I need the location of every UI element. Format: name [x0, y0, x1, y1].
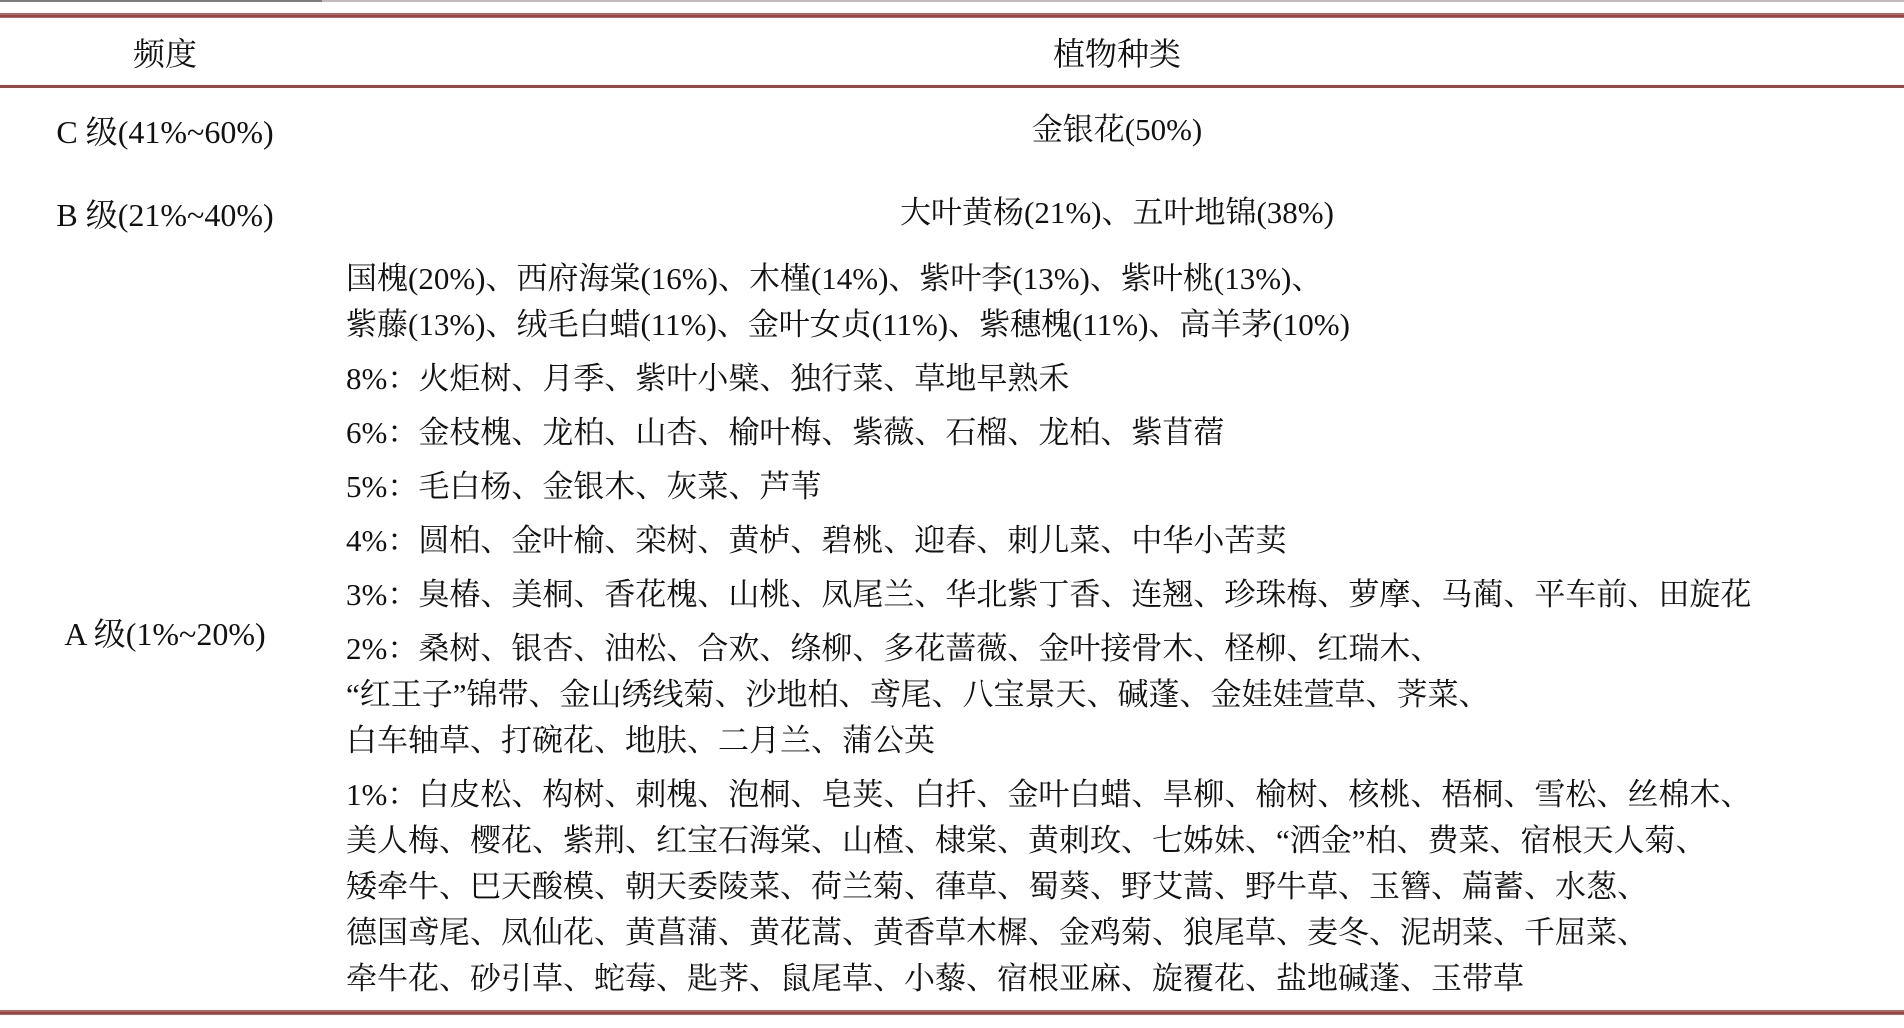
species-paragraph — [346, 518, 1904, 564]
species-paragraph — [346, 572, 1904, 618]
species-line: 4%：圆柏、金叶榆、栾树、黄栌、碧桃、迎春、刺儿菜、中华小苦荬 — [346, 523, 1287, 558]
species-paragraph — [346, 410, 1904, 456]
frequency-header-cell: 频度 — [132, 35, 197, 72]
species-line: 白车轴草、打碗花、地肤、二月兰、蒲公英 — [346, 723, 935, 758]
species-line: 2%：桑树、银杏、油松、合欢、绦柳、多花蔷薇、金叶接骨木、柽柳、红瑞木、 — [346, 631, 1442, 666]
species-line: 矮牵牛、巴天酸模、朝天委陵菜、荷兰菊、葎草、蜀葵、野艾蒿、野牛草、玉簪、萹蓄、水葱、 — [346, 869, 1648, 904]
table-row — [0, 172, 1904, 254]
species-header-cell: 植物种类 — [1052, 35, 1181, 72]
frequency-cell: A 级(1%~20%) — [64, 616, 266, 652]
species-line: 8%：火炬树、月季、紫叶小檗、独行菜、草地早熟禾 — [346, 361, 1070, 396]
species-paragraph — [346, 256, 1904, 348]
frequency-cell: C 级(41%~60%) — [56, 114, 274, 150]
species-line: 1%：白皮松、构树、刺槐、泡桐、皂荚、白扦、金叶白蜡、旱柳、榆树、核桃、梧桐、雪松、丝棉木、 — [346, 777, 1752, 812]
species-cell — [330, 107, 1904, 153]
species-line: 金银花(50%) — [1031, 112, 1203, 147]
species-cell — [330, 190, 1904, 236]
species-line: 紫藤(13%)、绒毛白蜡(11%)、金叶女贞(11%)、紫穗槐(11%)、高羊茅(10%) — [346, 307, 1350, 342]
top-hairline — [0, 0, 1904, 2]
table-header-row — [0, 18, 1904, 85]
species-line: 牵牛花、砂引草、蛇莓、匙荠、鼠尾草、小藜、宿根亚麻、旋覆花、盐地碱蓬、玉带草 — [346, 961, 1524, 996]
species-line: 国槐(20%)、西府海棠(16%)、木槿(14%)、紫叶李(13%)、紫叶桃(13%)、 — [346, 261, 1323, 296]
species-line: 3%：臭椿、美桐、香花槐、山桃、凤尾兰、华北紫丁香、连翘、珍珠梅、萝摩、马蔺、平车前、田旋花 — [346, 577, 1752, 612]
species-paragraph — [346, 464, 1904, 510]
species-cell — [330, 254, 1904, 1002]
species-line: 德国鸢尾、凤仙花、黄菖蒲、黄花蒿、黄香草木樨、金鸡菊、狼尾草、麦冬、泥胡菜、千屈菜、 — [346, 915, 1648, 950]
table-bottom-rule — [0, 1010, 1904, 1015]
species-line: 6%：金枝槐、龙柏、山杏、榆叶梅、紫薇、石榴、龙柏、紫苜蓿 — [346, 415, 1225, 450]
species-line: 5%：毛白杨、金银木、灰菜、芦苇 — [346, 469, 822, 504]
table-row — [0, 88, 1904, 172]
species-line: “红王子”锦带、金山绣线菊、沙地柏、鸢尾、八宝景天、碱蓬、金娃娃萱草、荠菜、 — [346, 677, 1490, 712]
frequency-table — [0, 13, 1904, 1015]
species-line: 美人梅、樱花、紫荆、红宝石海棠、山楂、棣棠、黄刺玫、七姊妹、“洒金”柏、费菜、宿根天人菊、 — [346, 823, 1707, 858]
species-paragraph — [346, 626, 1904, 764]
species-paragraph — [346, 772, 1904, 1002]
frequency-cell: B 级(21%~40%) — [56, 197, 274, 233]
species-line: 大叶黄杨(21%)、五叶地锦(38%) — [900, 195, 1334, 230]
species-paragraph — [346, 356, 1904, 402]
table-body — [0, 88, 1904, 1010]
table-row — [0, 254, 1904, 1010]
